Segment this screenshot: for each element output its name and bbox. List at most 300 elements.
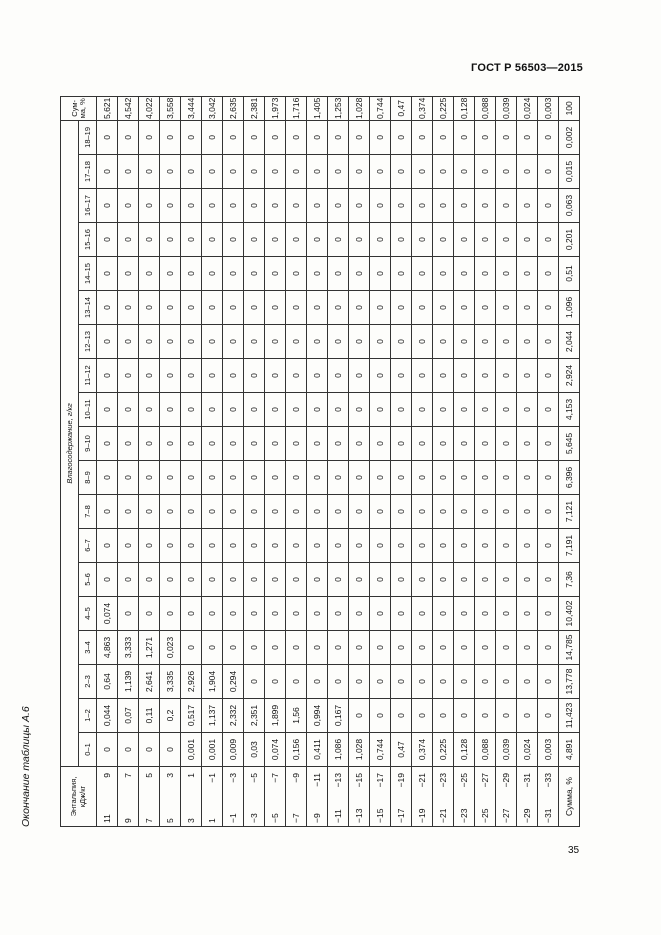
table-cell: 0,294: [223, 665, 244, 699]
table-cell: 0: [496, 359, 517, 393]
table-cell: 0: [433, 120, 454, 154]
table-cell: 0: [97, 393, 118, 427]
row-sum-cell: 0,225: [433, 96, 454, 120]
table-cell: 0: [223, 495, 244, 529]
row-sum-cell: 3,444: [181, 96, 202, 120]
table-cell: 0: [517, 597, 538, 631]
table-cell: 0: [307, 257, 328, 291]
table-cell: 0: [454, 665, 475, 699]
table-cell: 0,074: [97, 597, 118, 631]
table-cell: 0: [202, 120, 223, 154]
table-cell: 0: [475, 223, 496, 257]
table-cell: 0: [496, 393, 517, 427]
table-cell: 0,003: [538, 733, 559, 767]
table-cell: 0: [202, 393, 223, 427]
table-cell: 0: [244, 325, 265, 359]
table-cell: 0: [391, 223, 412, 257]
table-cell: 0: [391, 495, 412, 529]
table-cell: 0: [223, 631, 244, 665]
row-sum-cell: 1,405: [307, 96, 328, 120]
table-cell: 0: [538, 120, 559, 154]
table-cell: 0: [328, 563, 349, 597]
enthalpy-from: −7: [290, 813, 301, 823]
table-cell: 0: [538, 563, 559, 597]
table-cell: 0: [223, 325, 244, 359]
table-cell: 0: [265, 120, 286, 154]
enthalpy-to: −1: [206, 773, 217, 783]
table-cell: 0: [265, 291, 286, 325]
table-cell: 0,024: [517, 733, 538, 767]
table-cell: 0: [517, 631, 538, 665]
table-cell: 0,167: [328, 699, 349, 733]
table-cell: 0: [118, 427, 139, 461]
table-cell: 0: [391, 257, 412, 291]
table-cell: 0: [391, 699, 412, 733]
enthalpy-to: 1: [185, 773, 196, 778]
moisture-bin-header: 4–5: [79, 597, 97, 631]
table-cell: 0: [454, 291, 475, 325]
table-cell: 3,333: [118, 631, 139, 665]
table-cell: 0: [244, 529, 265, 563]
table-cell: 0: [391, 563, 412, 597]
enthalpy-from: 1: [206, 818, 217, 823]
table-body: [97, 96, 580, 826]
row-sum-cell: 0,744: [370, 96, 391, 120]
table-cell: 0: [286, 291, 307, 325]
total-cell: 7,191: [559, 529, 580, 563]
total-cell: 11,423: [559, 699, 580, 733]
table-cell: 0: [370, 291, 391, 325]
table-cell: 1,56: [286, 699, 307, 733]
table-cell: 0: [202, 223, 223, 257]
row-sum-cell: 1,973: [265, 96, 286, 120]
table-cell: 0: [244, 223, 265, 257]
table-cell: 0: [307, 155, 328, 189]
table-cell: 0: [370, 427, 391, 461]
table-cell: 0: [244, 427, 265, 461]
table-cell: 0: [475, 393, 496, 427]
table-cell: 0: [433, 427, 454, 461]
table-cell: 0: [454, 120, 475, 154]
table-cell: 0: [139, 325, 160, 359]
table-cell: 0: [160, 325, 181, 359]
table-cell: 0: [391, 291, 412, 325]
table-cell: 0: [496, 155, 517, 189]
table-cell: 0: [517, 427, 538, 461]
table-cell: 0: [118, 495, 139, 529]
table-cell: 0: [202, 325, 223, 359]
table-cell: 0: [370, 631, 391, 665]
table-cell: 0: [286, 427, 307, 461]
table-cell: 0: [538, 257, 559, 291]
row-sum-cell: 0,024: [517, 96, 538, 120]
enthalpy-from: −25: [479, 808, 490, 823]
table-cell: 0: [328, 461, 349, 495]
table-cell: 0: [202, 495, 223, 529]
table-cell: 0: [517, 189, 538, 223]
table-cell: 0: [433, 461, 454, 495]
moisture-bin-header: 3–4: [79, 631, 97, 665]
table-cell: 0: [307, 393, 328, 427]
table-cell: 0: [97, 257, 118, 291]
table-cell: 0: [475, 495, 496, 529]
table-cell: 0: [97, 529, 118, 563]
table-cell: 0: [370, 155, 391, 189]
enthalpy-range-cell: [118, 767, 139, 827]
table-cell: 0: [454, 529, 475, 563]
table-cell: 0: [307, 120, 328, 154]
table-cell: 0: [328, 359, 349, 393]
table-cell: 0: [286, 597, 307, 631]
table-cell: 0: [496, 325, 517, 359]
enthalpy-range-cell: [139, 767, 160, 827]
enthalpy-to: 3: [164, 773, 175, 778]
table-cell: 0: [538, 597, 559, 631]
table-cell: 0: [181, 563, 202, 597]
table-cell: 0: [517, 155, 538, 189]
table-cell: 0: [265, 223, 286, 257]
table-cell: 0: [454, 189, 475, 223]
table-cell: 0: [475, 120, 496, 154]
table-cell: 0: [349, 699, 370, 733]
table-row: [307, 96, 328, 826]
table-cell: 0: [370, 563, 391, 597]
enthalpy-range-cell: [202, 767, 223, 827]
table-cell: 0: [160, 359, 181, 393]
table-cell: 0: [370, 597, 391, 631]
moisture-bin-header: 17–18: [79, 155, 97, 189]
table-cell: 0,994: [307, 699, 328, 733]
table-cell: 0: [181, 325, 202, 359]
table-cell: 0: [454, 223, 475, 257]
table-row: [496, 96, 517, 826]
moisture-header: Влагосодержание, г/кг: [61, 120, 79, 766]
enthalpy-header-line1: Энтальпия,: [69, 776, 79, 817]
table-cell: 0,044: [97, 699, 118, 733]
table-cell: 0: [202, 155, 223, 189]
totals-label: Сумма, %: [559, 767, 580, 827]
sum-header: [61, 96, 97, 120]
enthalpy-to: 7: [122, 773, 133, 778]
table-cell: 0: [139, 291, 160, 325]
table-cell: 0: [454, 461, 475, 495]
table-cell: 0: [118, 155, 139, 189]
table-cell: 0: [265, 257, 286, 291]
table-cell: 0: [370, 529, 391, 563]
table-cell: 0: [496, 665, 517, 699]
table-cell: 0: [328, 393, 349, 427]
table-cell: 0: [475, 699, 496, 733]
enthalpy-range-cell: [307, 767, 328, 827]
enthalpy-from: −15: [374, 808, 385, 823]
table-cell: 0: [139, 529, 160, 563]
table-cell: 0: [307, 597, 328, 631]
enthalpy-range-cell: [97, 767, 118, 827]
table-cell: 0: [517, 529, 538, 563]
table-cell: 0: [181, 120, 202, 154]
moisture-bin-header: 16–17: [79, 189, 97, 223]
moisture-bin-header: 14–15: [79, 257, 97, 291]
table-cell: 0: [307, 427, 328, 461]
table-cell: 0: [328, 155, 349, 189]
enthalpy-to: 5: [143, 773, 154, 778]
enthalpy-range-cell: [265, 767, 286, 827]
table-cell: 0: [370, 699, 391, 733]
table-cell: 0: [496, 699, 517, 733]
table-cell: 0: [244, 257, 265, 291]
table-cell: 0,07: [118, 699, 139, 733]
table-cell: 0: [265, 359, 286, 393]
table-cell: 0: [97, 427, 118, 461]
table-cell: 0: [475, 291, 496, 325]
moisture-bin-header: 10–11: [79, 393, 97, 427]
table-cell: 0: [265, 597, 286, 631]
enthalpy-to: −7: [269, 773, 280, 783]
row-sum-cell: 1,716: [286, 96, 307, 120]
table-cell: 0: [328, 120, 349, 154]
table-cell: 0: [433, 563, 454, 597]
table-cell: 0: [286, 563, 307, 597]
table-row: [412, 96, 433, 826]
table-cell: 0: [454, 427, 475, 461]
table-cell: 0: [181, 257, 202, 291]
table-cell: 0: [307, 495, 328, 529]
table-cell: 0: [223, 223, 244, 257]
enthalpy-to: −25: [458, 773, 469, 788]
table-cell: 1,137: [202, 699, 223, 733]
table-cell: 0: [307, 529, 328, 563]
table-cell: 0: [412, 631, 433, 665]
table-cell: 0: [139, 597, 160, 631]
table-cell: 0: [244, 631, 265, 665]
table-cell: 0: [391, 189, 412, 223]
table-cell: 0,023: [160, 631, 181, 665]
sum-header-line2: ма, %: [77, 98, 87, 119]
table-cell: 0,411: [307, 733, 328, 767]
enthalpy-header: [61, 767, 97, 827]
table-cell: 0: [118, 597, 139, 631]
table-cell: 4,863: [97, 631, 118, 665]
enthalpy-range-cell: [181, 767, 202, 827]
table-cell: 0,2: [160, 699, 181, 733]
table-cell: 0: [496, 427, 517, 461]
table-cell: 1,899: [265, 699, 286, 733]
table-cell: 0: [118, 189, 139, 223]
table-cell: 0: [475, 257, 496, 291]
table-row: [517, 96, 538, 826]
enthalpy-to: −19: [395, 773, 406, 788]
table-cell: 0: [160, 461, 181, 495]
table-cell: 0: [370, 495, 391, 529]
table-cell: 0: [391, 325, 412, 359]
table-cell: 0: [538, 529, 559, 563]
table-cell: 0: [370, 189, 391, 223]
table-cell: 0: [412, 223, 433, 257]
table-cell: 0: [265, 325, 286, 359]
table-cell: 0: [391, 393, 412, 427]
table-cell: 0: [433, 291, 454, 325]
table-cell: 0: [433, 189, 454, 223]
table-cell: 0: [244, 461, 265, 495]
table-row: [160, 96, 181, 826]
table-cell: 0: [475, 631, 496, 665]
table-cell: 0: [223, 359, 244, 393]
table-cell: 0: [139, 495, 160, 529]
table-cell: 0: [370, 461, 391, 495]
table-row: [97, 96, 118, 826]
table-cell: 0: [286, 325, 307, 359]
table-cell: 0: [412, 699, 433, 733]
table-cell: 0: [538, 427, 559, 461]
table-cell: 1,271: [139, 631, 160, 665]
row-sum-cell: 1,253: [328, 96, 349, 120]
table-cell: 0: [496, 461, 517, 495]
table-cell: 0: [538, 223, 559, 257]
moisture-bin-header: 2–3: [79, 665, 97, 699]
table-cell: 0: [412, 665, 433, 699]
table-cell: 0: [433, 393, 454, 427]
table-cell: 0: [118, 291, 139, 325]
table-cell: 0: [160, 733, 181, 767]
table-cell: 0: [97, 325, 118, 359]
table-cell: 0: [139, 461, 160, 495]
sum-header-line1: Сум-: [69, 99, 79, 117]
table-row: [139, 96, 160, 826]
table-cell: 0,074: [265, 733, 286, 767]
table-cell: 0: [538, 665, 559, 699]
table-cell: 0: [265, 427, 286, 461]
table-cell: 0: [328, 631, 349, 665]
table-cell: 0: [265, 631, 286, 665]
table-cell: 0: [202, 529, 223, 563]
enthalpy-to: −29: [500, 773, 511, 788]
row-sum-cell: 1,028: [349, 96, 370, 120]
table-cell: 0: [97, 563, 118, 597]
moisture-bin-header: 12–13: [79, 325, 97, 359]
table-row: [223, 96, 244, 826]
table-cell: 0,11: [139, 699, 160, 733]
table-cell: 0: [349, 461, 370, 495]
table-cell: 0: [433, 155, 454, 189]
row-sum-cell: 0,374: [412, 96, 433, 120]
row-sum-cell: 3,042: [202, 96, 223, 120]
table-cell: 0: [370, 393, 391, 427]
table-cell: 0: [349, 597, 370, 631]
table-cell: 0: [139, 393, 160, 427]
table-cell: 0,039: [496, 733, 517, 767]
table-cell: 0: [97, 120, 118, 154]
row-sum-cell: 2,381: [244, 96, 265, 120]
table-cell: 0: [349, 563, 370, 597]
table-cell: 0: [223, 597, 244, 631]
table-cell: 0,64: [97, 665, 118, 699]
table-cell: 0: [349, 325, 370, 359]
table-cell: 0: [517, 563, 538, 597]
table-row: [433, 96, 454, 826]
table-cell: 0: [391, 461, 412, 495]
table-cell: 0: [517, 495, 538, 529]
table-cell: 0: [244, 563, 265, 597]
table-cell: 0: [160, 563, 181, 597]
table-cell: 0: [349, 393, 370, 427]
enthalpy-to: −9: [290, 773, 301, 783]
enthalpy-header-line2: кДж/кг: [78, 785, 87, 808]
page-number: 35: [568, 845, 580, 856]
table-cell: 0: [433, 359, 454, 393]
moisture-bin-header: 1–2: [79, 699, 97, 733]
table-cell: 0,001: [202, 733, 223, 767]
total-cell: 2,044: [559, 325, 580, 359]
enthalpy-from: −27: [500, 808, 511, 823]
table-cell: 0: [538, 495, 559, 529]
table-cell: 0: [454, 155, 475, 189]
table-cell: 0: [517, 699, 538, 733]
table-cell: 0: [97, 733, 118, 767]
document-number: ГОСТ Р 56503—2015: [471, 62, 583, 74]
table-cell: 0: [454, 563, 475, 597]
table-cell: 0: [517, 665, 538, 699]
table-cell: 0: [307, 665, 328, 699]
table-row: [538, 96, 559, 826]
table-row: [118, 96, 139, 826]
moisture-bin-header: 0–1: [79, 733, 97, 767]
row-sum-cell: 0,088: [475, 96, 496, 120]
table-cell: 0: [538, 359, 559, 393]
table-cell: 0: [433, 631, 454, 665]
table-cell: 0: [181, 359, 202, 393]
table-cell: 0: [286, 257, 307, 291]
enthalpy-range-cell: [517, 767, 538, 827]
table-cell: 0: [307, 563, 328, 597]
table-cell: 0: [496, 631, 517, 665]
table-cell: 0: [454, 597, 475, 631]
total-cell: 4,891: [559, 733, 580, 767]
total-cell: 13,778: [559, 665, 580, 699]
table-cell: 0: [223, 120, 244, 154]
table-cell: 0: [391, 120, 412, 154]
enthalpy-from: −23: [458, 808, 469, 823]
table-cell: 0: [538, 393, 559, 427]
table-cell: 0: [349, 427, 370, 461]
table-cell: 0: [286, 665, 307, 699]
table-cell: 0: [475, 155, 496, 189]
table-cell: 0,128: [454, 733, 475, 767]
table-cell: 0: [118, 223, 139, 257]
table-cell: 0: [496, 223, 517, 257]
table-cell: 0: [265, 665, 286, 699]
table-cell: 0: [517, 461, 538, 495]
table-cell: 0: [202, 359, 223, 393]
table-cell: 0: [307, 359, 328, 393]
table-cell: 0: [496, 257, 517, 291]
table-cell: 0: [517, 120, 538, 154]
table-cell: 0: [97, 359, 118, 393]
table-row: [370, 96, 391, 826]
table-cell: 0: [286, 461, 307, 495]
moisture-bin-header: 13–14: [79, 291, 97, 325]
table-cell: 0: [475, 563, 496, 597]
row-sum-cell: 0,47: [391, 96, 412, 120]
row-sum-cell: 5,621: [97, 96, 118, 120]
table-cell: 0: [391, 631, 412, 665]
table-cell: 1,139: [118, 665, 139, 699]
table-cell: 0: [160, 223, 181, 257]
table-cell: 0: [454, 631, 475, 665]
moisture-bins-row: [79, 96, 97, 826]
table-cell: 0: [370, 120, 391, 154]
table-row: [202, 96, 223, 826]
moisture-bin-header: 18–19: [79, 120, 97, 154]
